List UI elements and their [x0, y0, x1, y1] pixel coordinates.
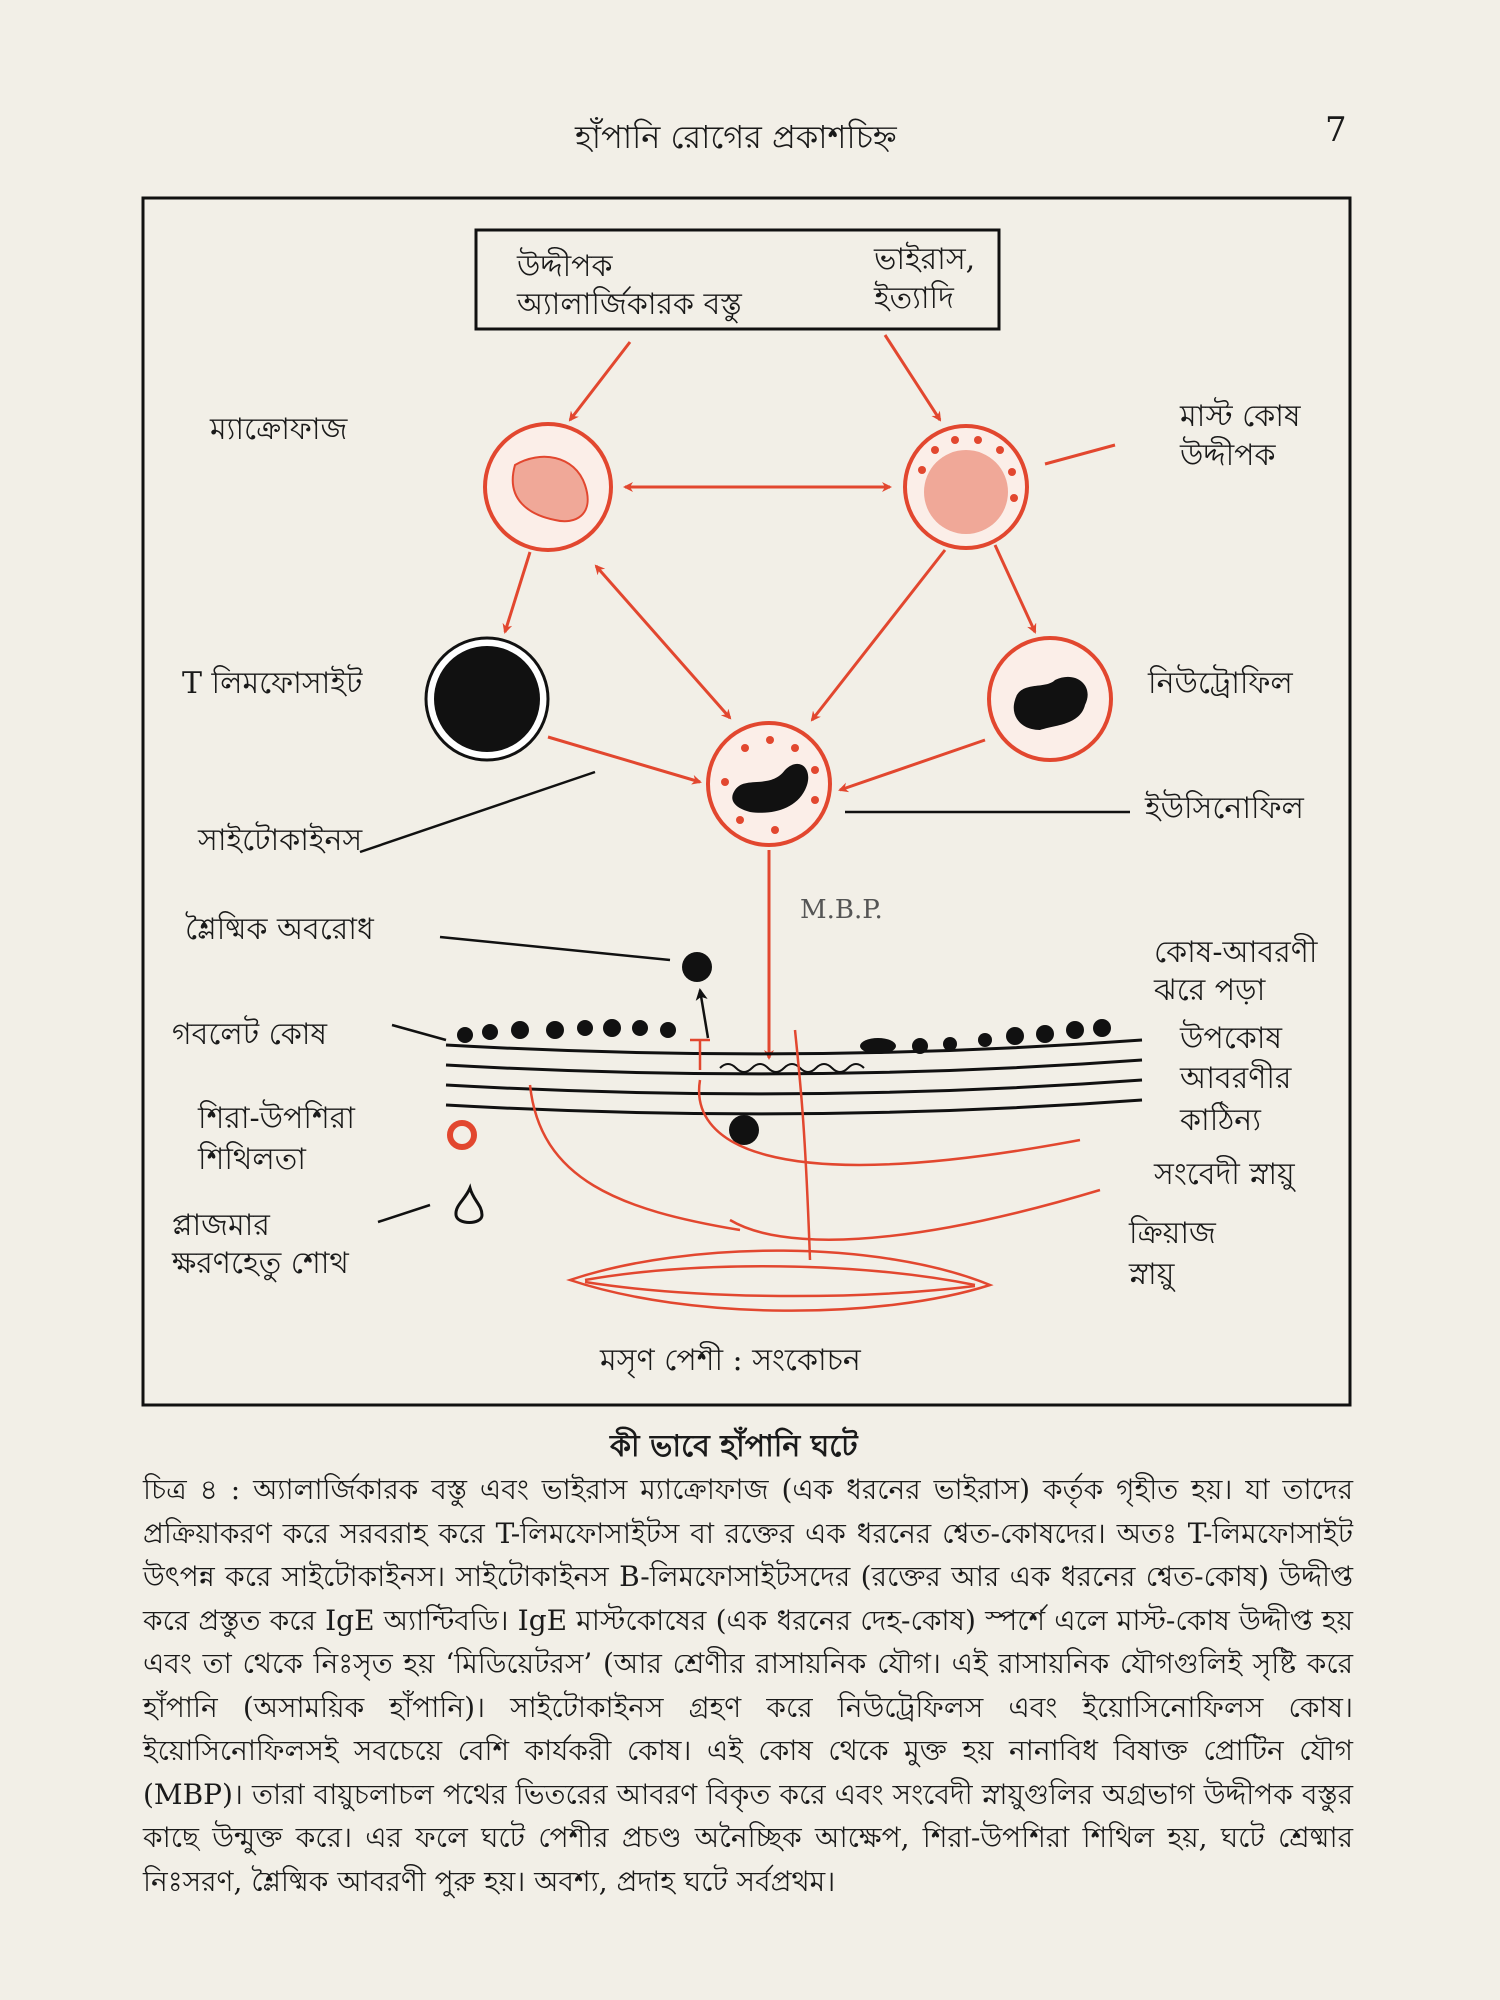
- label-mast-cell-1: মাস্ট কোষ: [1180, 399, 1301, 434]
- label-motor-nerve-2: স্নায়ু: [1129, 1257, 1175, 1292]
- label-epithelial-shedding-1: কোষ-আবরণী: [1154, 935, 1318, 970]
- label-edema-1: প্লাজমার: [172, 1208, 270, 1243]
- label-macrophage: ম্যাক্রোফাজ: [210, 412, 348, 447]
- vasodilation-vessel-icon: [450, 1123, 474, 1147]
- label-sensory-nerve: সংবেদী স্নায়ু: [1154, 1157, 1295, 1192]
- mucus-plug: [682, 952, 712, 982]
- label-subepithelial-2: আবরণীর: [1180, 1061, 1292, 1096]
- label-subepithelial-1: উপকোষ: [1180, 1021, 1283, 1056]
- stimulus-virus-line1: ভাইরাস,: [874, 242, 976, 277]
- label-mast-cell-2: উদ্দীপক: [1180, 438, 1276, 473]
- label-smooth-muscle: মসৃণ পেশী : সংকোচন: [600, 1343, 861, 1378]
- label-epithelial-shedding-2: ঝরে পড়া: [1154, 973, 1266, 1008]
- page-number: 7: [1325, 110, 1347, 150]
- label-motor-nerve-1: ক্রিয়াজ: [1129, 1216, 1216, 1251]
- label-mucus-plug: শ্লৈষ্মিক অবরোধ: [185, 912, 374, 947]
- label-cytokines: সাইটোকাইনস: [198, 823, 363, 858]
- label-neutrophil: নিউট্রোফিল: [1148, 666, 1293, 701]
- stimulus-allergen-line1: উদ্দীপক: [517, 249, 613, 284]
- caption-body: চিত্র ৪ : অ্যালার্জিকারক বস্তু এবং ভাইরাস ম্যাক্রোফাজ (এক ধরনের ভাইরাস) কর্তৃক গৃহীত হয়। যা তাদের প্রক্রিয়াকরণ করে সরবরাহ করে T-লিমফোসাইটস বা রক্তের এক ধরনের শ্বেত-কোষদের। অতঃ T-লিমফোসাইট উৎপন্ন করে সাইটোকাইনস। সাইটোকাইনস B-লিমফোসাইটসদের (রক্তের আর এক ধরনের শ্বেত-কোষ) উদ্দীপ্ত করে প্রস্তুত করে IgE অ্যান্টিবডি। IgE মাস্টকোষের (এক ধরনের দেহ-কোষ) স্পর্শে এলে মাস্ট-কোষ উদ্দীপ্ত হয় এবং তা থেকে নিঃসৃত হয় ‘মিডিয়েটরস’ (আর শ্রেণীর রাসায়নিক যৌগ। এই রাসায়নিক যৌগগুলিই সৃষ্টি করে হাঁপানি (অসাময়িক হাঁপানি)। সাইটোকাইনস গ্রহণ করে নিউট্রেফিলস এবং ইয়োসিনোফিলস কোষ। ইয়োসিনোফিলসই সবচেয়ে বেশি কার্যকরী কোষ। এই কোষ থেকে মুক্ত হয় নানাবিধ বিষাক্ত প্রোটিন যৌগ (MBP)। তারা বায়ুচলাচল পথের ভিতরের আবরণ বিকৃত করে এবং সংবেদী স্নায়ুগুলির অগ্রভাগ উদ্দীপক বস্তুর কাছে উন্মুক্ত করে। এর ফলে ঘটে পেশীর প্রচণ্ড অনৈচ্ছিক আক্ষেপ, শিরা-উপশিরা শিথিল হয়, ঘটে শ্রেষ্মার নিঃসরণ, শ্লৈষ্মিক আবরণী পুরু হয়। অবশ্য, প্রদাহ ঘটে সর্বপ্রথম।: [143, 1473, 1353, 1898]
- caption-title: কী ভাবে হাঁপানি ঘটে: [610, 1429, 858, 1464]
- label-vasodilation-1: শিরা-উপশিরা: [198, 1101, 355, 1136]
- stimulus-allergen-line2: অ্যালার্জিকারক বস্তু: [517, 287, 742, 322]
- label-edema-2: ক্ষরণহেতু শোথ: [172, 1246, 349, 1281]
- plasma-drop-icon: [456, 1188, 482, 1223]
- stimulus-virus-line2: ইত্যাদি: [874, 281, 954, 316]
- label-eosinophil: ইউসিনোফিল: [1145, 791, 1304, 826]
- label-subepithelial-3: কাঠিন্য: [1180, 1103, 1261, 1138]
- running-title: হাঁপানি রোগের প্রকাশচিহ্ন: [575, 118, 897, 156]
- label-mbp: M.B.P.: [800, 895, 883, 925]
- label-vasodilation-2: শিথিলতা: [198, 1142, 306, 1177]
- label-goblet-cell: গবলেট কোষ: [172, 1017, 328, 1052]
- label-t-lymphocyte: T লিমফোসাইট: [182, 666, 363, 701]
